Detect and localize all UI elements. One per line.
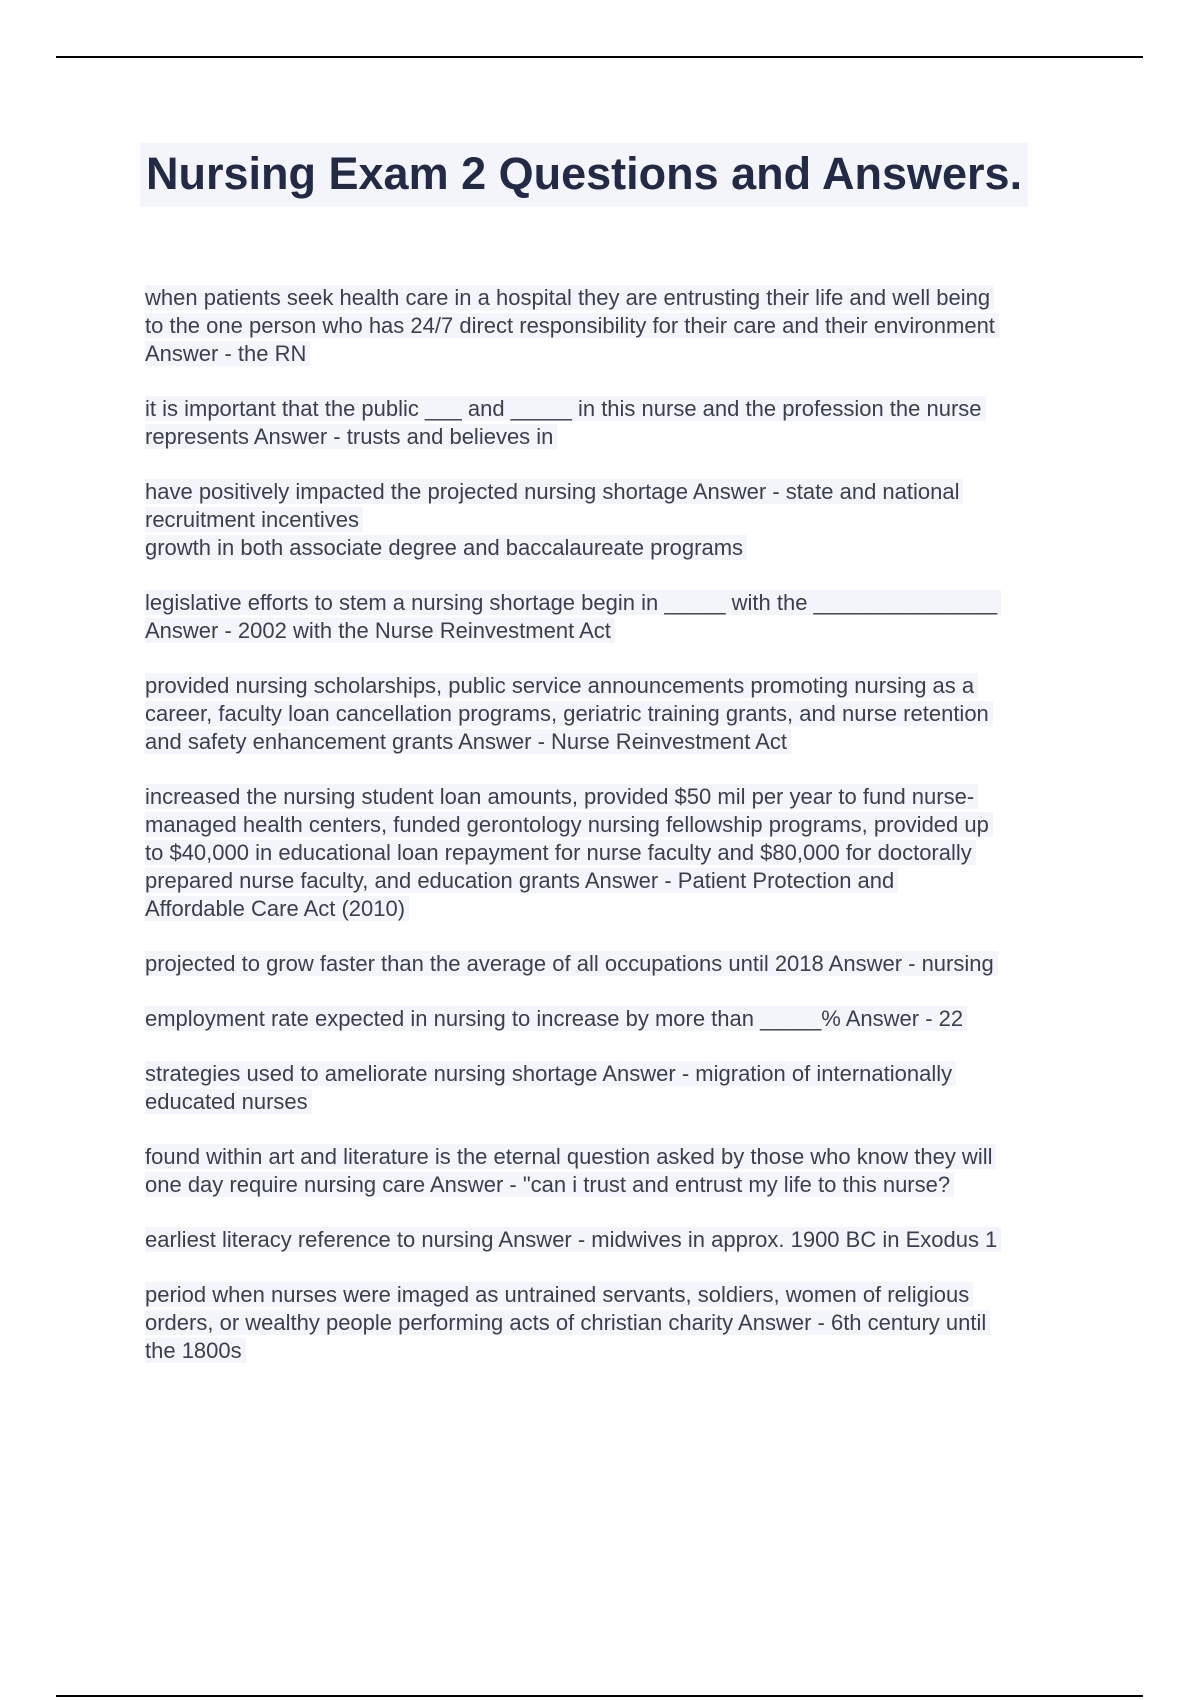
qa-item bbox=[145, 1281, 1090, 1365]
qa-item bbox=[145, 1005, 1090, 1033]
qa-line: the 1800s bbox=[145, 1338, 246, 1363]
qa-item bbox=[145, 284, 1090, 368]
qa-line: strategies used to ameliorate nursing shortage Answer - migration of internationally bbox=[145, 1061, 956, 1086]
qa-line: increased the nursing student loan amounts, provided $50 mil per year to fund nurse- bbox=[145, 784, 978, 809]
qa-line: and safety enhancement grants Answer - Nurse Reinvestment Act bbox=[145, 729, 791, 754]
qa-line: projected to grow faster than the average of all occupations until 2018 Answer - nursing bbox=[145, 951, 998, 976]
qa-line: recruitment incentives bbox=[145, 507, 363, 532]
qa-line: Answer - the RN bbox=[145, 341, 310, 366]
qa-line: career, faculty loan cancellation programs, geriatric training grants, and nurse retention bbox=[145, 701, 993, 726]
qa-item bbox=[145, 672, 1090, 756]
qa-line: found within art and literature is the eternal question asked by those who know they will bbox=[145, 1144, 996, 1169]
top-rule bbox=[56, 56, 1143, 58]
qa-item bbox=[145, 1226, 1090, 1254]
qa-line: prepared nurse faculty, and education grants Answer - Patient Protection and bbox=[145, 868, 898, 893]
qa-line: earliest literacy reference to nursing Answer - midwives in approx. 1900 BC in Exodus 1 bbox=[145, 1227, 1001, 1252]
qa-item bbox=[145, 783, 1090, 923]
qa-item bbox=[145, 589, 1090, 645]
qa-line: educated nurses bbox=[145, 1089, 312, 1114]
qa-line: legislative efforts to stem a nursing shortage begin in _____ with the _______________ bbox=[145, 590, 1001, 615]
qa-line: to $40,000 in educational loan repayment for nurse faculty and $80,000 for doctorally bbox=[145, 840, 976, 865]
qa-line: it is important that the public ___ and _____ in this nurse and the profession the nurse bbox=[145, 396, 986, 421]
qa-item bbox=[145, 1060, 1090, 1116]
qa-line: have positively impacted the projected nursing shortage Answer - state and national bbox=[145, 479, 963, 504]
qa-item bbox=[145, 1143, 1090, 1199]
qa-line: orders, or wealthy people performing acts of christian charity Answer - 6th century until bbox=[145, 1310, 990, 1335]
qa-line: to the one person who has 24/7 direct responsibility for their care and their environment bbox=[145, 313, 999, 338]
qa-item bbox=[145, 395, 1090, 451]
qa-line: Answer - 2002 with the Nurse Reinvestment Act bbox=[145, 618, 615, 643]
qa-line: employment rate expected in nursing to increase by more than _____% Answer - 22 bbox=[145, 1006, 967, 1031]
qa-line: represents Answer - trusts and believes in bbox=[145, 424, 557, 449]
qa-line: provided nursing scholarships, public service announcements promoting nursing as a bbox=[145, 673, 978, 698]
bottom-rule bbox=[56, 1695, 1143, 1697]
qa-item bbox=[145, 478, 1090, 562]
qa-line: one day require nursing care Answer - "can i trust and entrust my life to this nurse? bbox=[145, 1172, 954, 1197]
qa-line: growth in both associate degree and baccalaureate programs bbox=[145, 535, 747, 560]
qa-list bbox=[145, 284, 1090, 1392]
qa-line: when patients seek health care in a hospital they are entrusting their life and well being bbox=[145, 285, 994, 310]
qa-item bbox=[145, 950, 1090, 978]
document-title: Nursing Exam 2 Questions and Answers. bbox=[140, 143, 1028, 207]
qa-line: managed health centers, funded gerontology nursing fellowship programs, provided up bbox=[145, 812, 993, 837]
qa-line: Affordable Care Act (2010) bbox=[145, 896, 409, 921]
qa-line: period when nurses were imaged as untrained servants, soldiers, women of religious bbox=[145, 1282, 973, 1307]
